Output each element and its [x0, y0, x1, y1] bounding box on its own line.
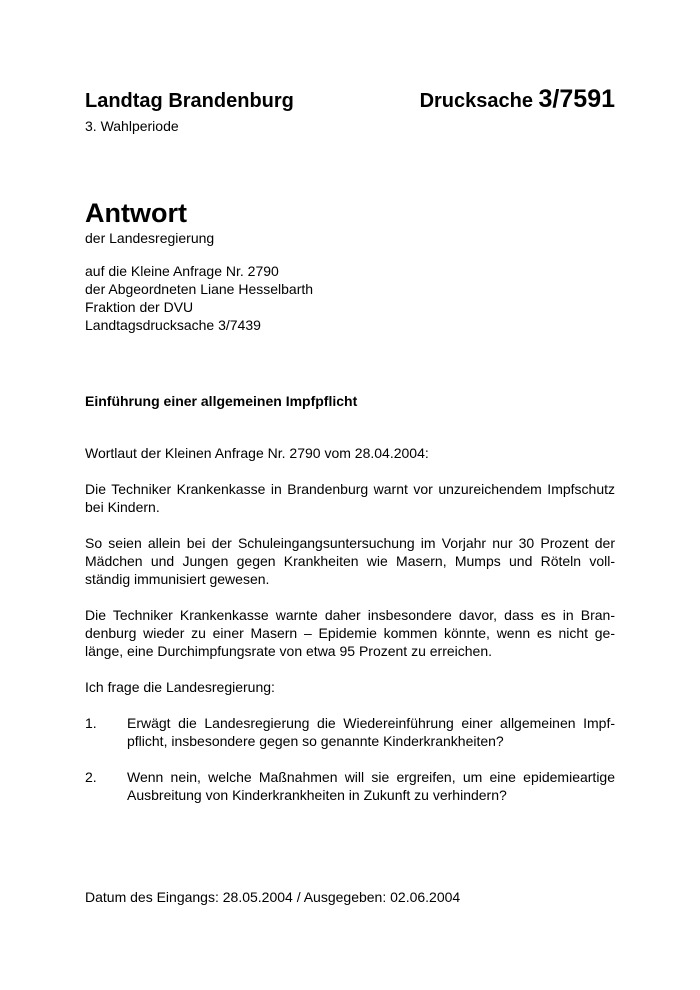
- parliament-title: Landtag Brandenburg: [85, 90, 294, 112]
- inquiry-reference: [85, 262, 313, 334]
- drucksache-word: Drucksache: [419, 90, 533, 112]
- body-paragraph: Die Techniker Krankenkasse warnte daher insbesondere davor, dass es in Bran-denburg wieder zu einer Masern – Epidemie kommen könnte, wenn es nicht ge-länge, eine Durchimpfungsrate von etwa 95 Prozent zu erreichen.: [85, 607, 615, 659]
- legislative-period: 3. Wahlperiode: [85, 118, 179, 134]
- body-paragraph: Die Techniker Krankenkasse in Brandenburg warnt vor unzureichendem Impfschutz bei Kindern.: [85, 481, 615, 515]
- drucksache-label: [420, 84, 615, 116]
- question-item: [85, 768, 615, 804]
- answer-subheading: der Landesregierung: [85, 230, 215, 246]
- question-item: [85, 714, 615, 750]
- question-text: Erwägt die Landesregierung die Wiedereinführung einer allgemeinen Impf-pflicht, insbesondere gegen so genannte Kinderkrankheiten?: [127, 715, 615, 749]
- inquiry-line: Landtagsdrucksache 3/7439: [85, 317, 261, 333]
- answer-heading: Antwort: [85, 198, 187, 228]
- inquiry-line: Fraktion der DVU: [85, 299, 194, 315]
- question-intro: Ich frage die Landesregierung:: [85, 679, 275, 695]
- subject-title: Einführung einer allgemeinen Impfpflicht: [85, 393, 358, 409]
- drucksache-number: 3/7591: [538, 85, 615, 113]
- question-number: 2.: [85, 769, 97, 785]
- document-body: [85, 444, 615, 822]
- receipt-dates: Datum des Eingangs: 28.05.2004 / Ausgegeben: 02.06.2004: [85, 889, 461, 905]
- intro-line: Wortlaut der Kleinen Anfrage Nr. 2790 vom 28.04.2004:: [85, 445, 429, 461]
- header-left: [85, 88, 294, 135]
- question-text: Wenn nein, welche Maßnahmen will sie ergreifen, um eine epidemieartige Ausbreitung von Kinderkrankheiten in Zukunft zu verhindern?: [127, 769, 615, 803]
- inquiry-line: auf die Kleine Anfrage Nr. 2790: [85, 263, 279, 279]
- inquiry-line: der Abgeordneten Liane Hesselbarth: [85, 281, 314, 297]
- body-paragraph: So seien allein bei der Schuleingangsuntersuchung im Vorjahr nur 30 Prozent der Mädchen und Jungen gegen Krankheiten wie Masern, Mumps und Röteln voll-ständig immunisiert gewesen.: [85, 535, 615, 587]
- answer-block: [85, 197, 214, 247]
- question-number: 1.: [85, 715, 97, 731]
